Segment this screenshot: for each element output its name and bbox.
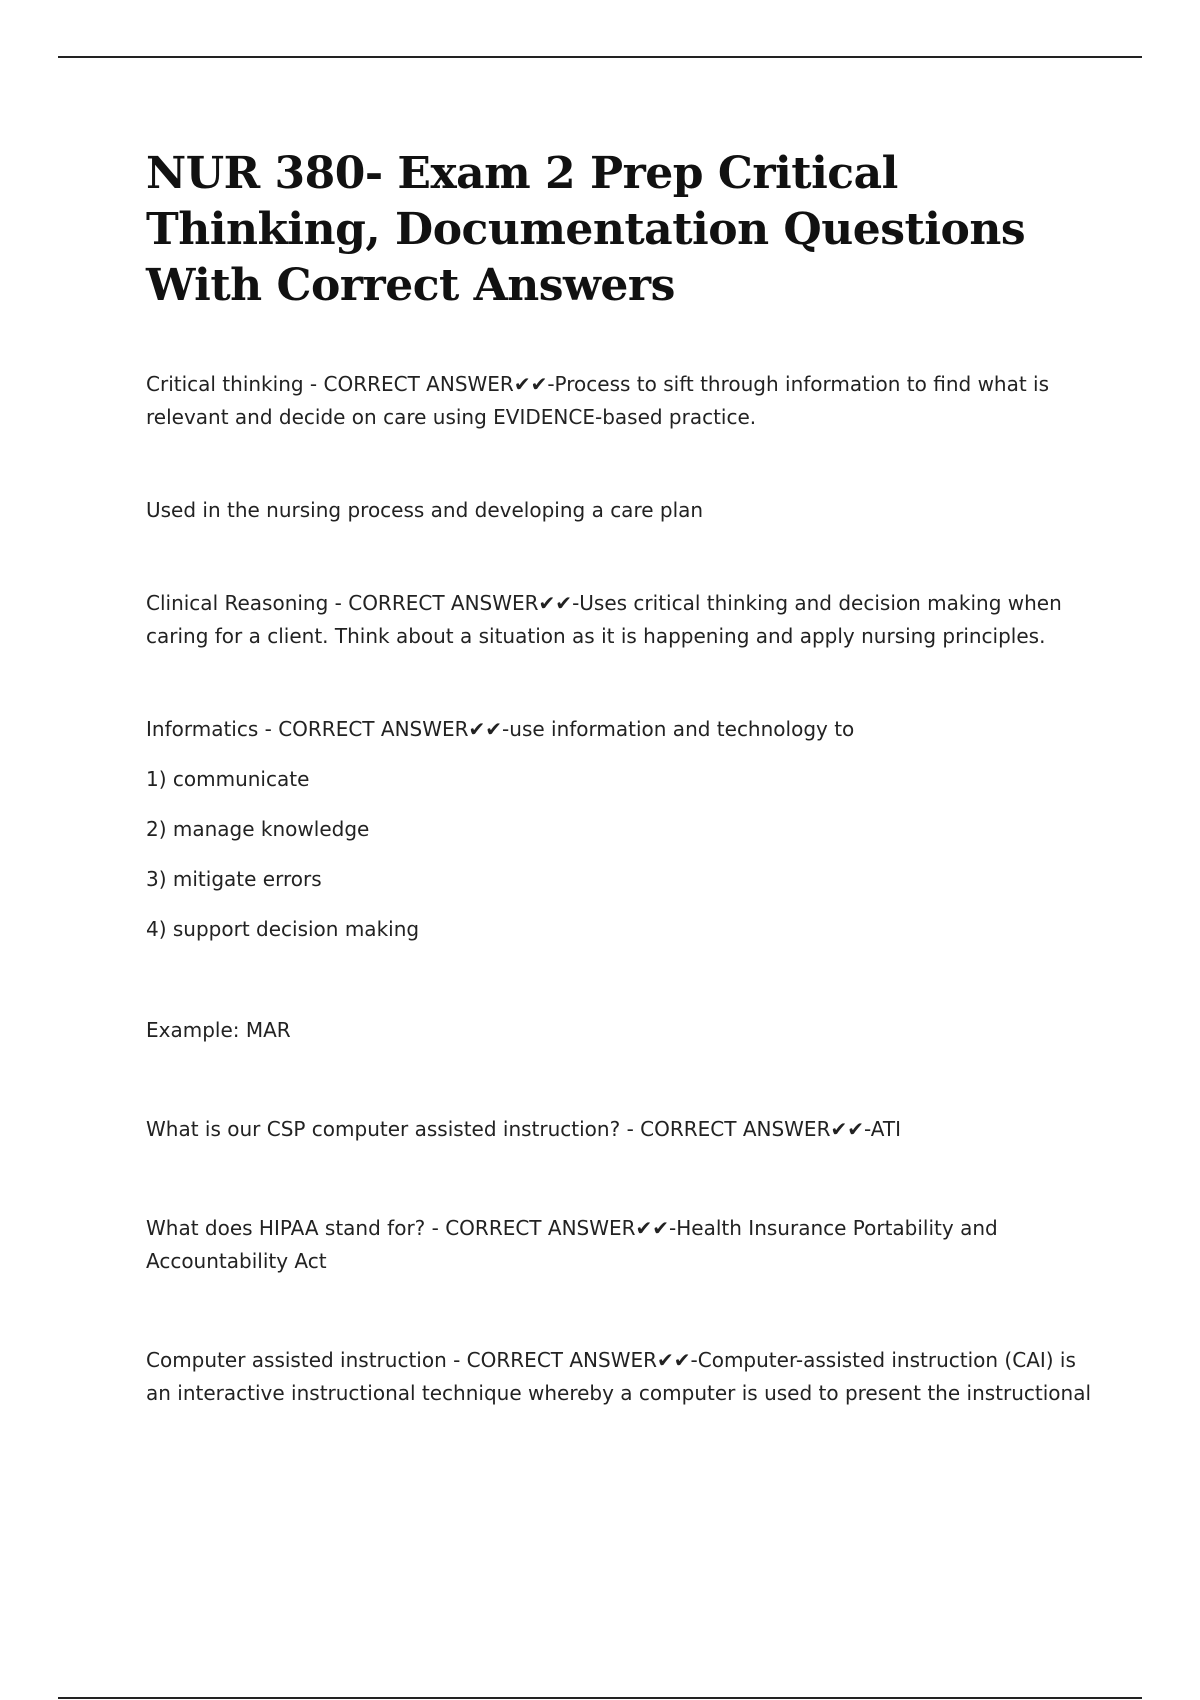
list-item: 2) manage knowledge [146, 817, 370, 841]
document-title: NUR 380- Exam 2 Prep Critical Thinking, Documentation Questions With Correct Answers [146, 148, 1026, 311]
paragraph-hipaa: What does HIPAA stand for? - CORRECT ANSWER✔✔-Health Insurance Portability and Accountability Act [146, 1216, 998, 1273]
paragraph-critical-thinking: Critical thinking - CORRECT ANSWER✔✔-Process to sift through information to find what is relevant and decide on care using EVIDENCE-based practice. [146, 372, 1050, 429]
list-item: 1) communicate [146, 767, 310, 791]
top-divider [58, 56, 1142, 58]
paragraph-cai: Computer assisted instruction - CORRECT ANSWER✔✔-Computer-assisted instruction (CAI) is an interactive instructional technique whereby a computer is used to present the instructional [146, 1348, 1092, 1405]
bottom-divider [58, 1697, 1142, 1699]
document-body [146, 146, 1096, 1410]
paragraph-used-in: Used in the nursing process and developing a care plan [146, 498, 704, 522]
list-item: 4) support decision making [146, 917, 420, 941]
list-item: 3) mitigate errors [146, 867, 322, 891]
paragraph-csp: What is our CSP computer assisted instruction? - CORRECT ANSWER✔✔-ATI [146, 1117, 901, 1141]
paragraph-example: Example: MAR [146, 1018, 291, 1042]
paragraph-clinical-reasoning: Clinical Reasoning - CORRECT ANSWER✔✔-Uses critical thinking and decision making when caring for a client. Think about a situation as it is happening and apply nursing principles. [146, 591, 1062, 648]
paragraph-informatics: Informatics - CORRECT ANSWER✔✔-use information and technology to [146, 717, 855, 741]
